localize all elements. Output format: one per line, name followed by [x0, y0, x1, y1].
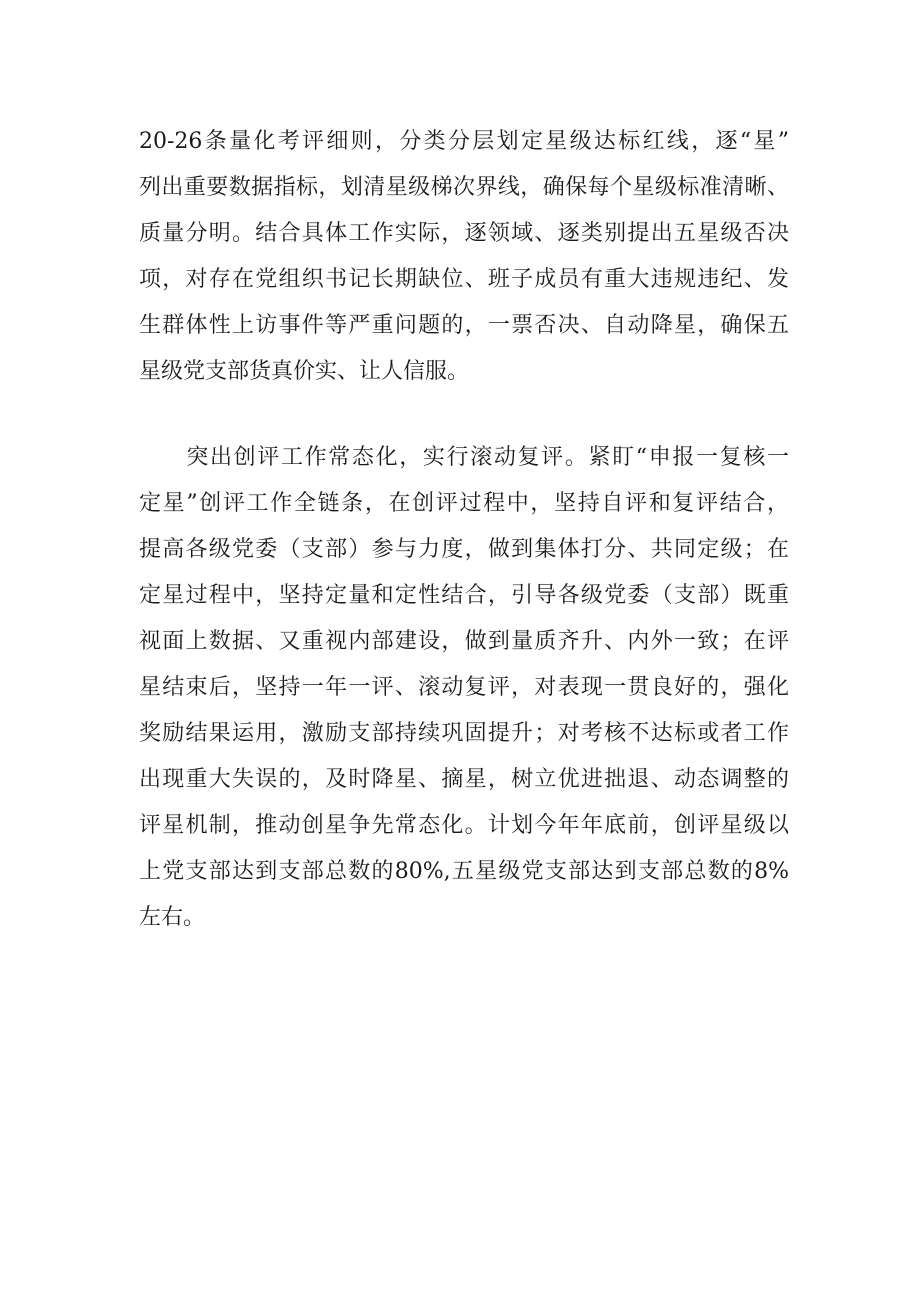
paragraph-line: 星结束后，坚持一年一评、滚动复评，对表现一贯良好的，强化 — [139, 675, 789, 700]
paragraph-line: 奖励结果运用，激励支部持续巩固提升；对考核不达标或者工作 — [139, 721, 789, 746]
paragraph-line: 上党支部达到支部总数的80%,五星级党支部达到支部总数的8% — [139, 859, 789, 884]
paragraph-line: 定星”创评工作全链条，在创评过程中，坚持自评和复评结合， — [139, 491, 789, 516]
paragraph-line: 20-26条量化考评细则，分类分层划定星级达标红线，逐“星” — [139, 129, 789, 154]
paragraph-line: 出现重大失误的，及时降星、摘星，树立优进拙退、动态调整的 — [139, 767, 789, 792]
paragraph-line: 评星机制，推动创星争先常态化。计划今年年底前，创评星级以 — [139, 813, 789, 838]
paragraph-1 — [139, 119, 789, 395]
paragraph-line: 生群体性上访事件等严重问题的，一票否决、自动降星，确保五 — [139, 313, 789, 338]
paragraph-2 — [139, 435, 789, 941]
paragraph-line: 定星过程中，坚持定量和定性结合，引导各级党委（支部）既重 — [139, 583, 789, 608]
paragraph-line: 视面上数据、又重视内部建设，做到量质齐升、内外一致；在评 — [139, 629, 789, 654]
paragraph-spacer — [139, 395, 789, 435]
paragraph-line: 质量分明。结合具体工作实际，逐领域、逐类别提出五星级否决 — [139, 221, 789, 246]
paragraph-line: 左右。 — [139, 905, 206, 930]
paragraph-line: 突出创评工作常态化，实行滚动复评。紧盯“申报一复核一 — [139, 445, 789, 470]
paragraph-line: 列出重要数据指标，划清星级梯次界线，确保每个星级标准清晰、 — [139, 175, 789, 200]
paragraph-line: 提高各级党委（支部）参与力度，做到集体打分、共同定级；在 — [139, 537, 789, 562]
paragraph-line: 星级党支部货真价实、让人信服。 — [139, 359, 470, 384]
document-body — [139, 119, 789, 941]
paragraph-line: 项，对存在党组织书记长期缺位、班子成员有重大违规违纪、发 — [139, 267, 789, 292]
